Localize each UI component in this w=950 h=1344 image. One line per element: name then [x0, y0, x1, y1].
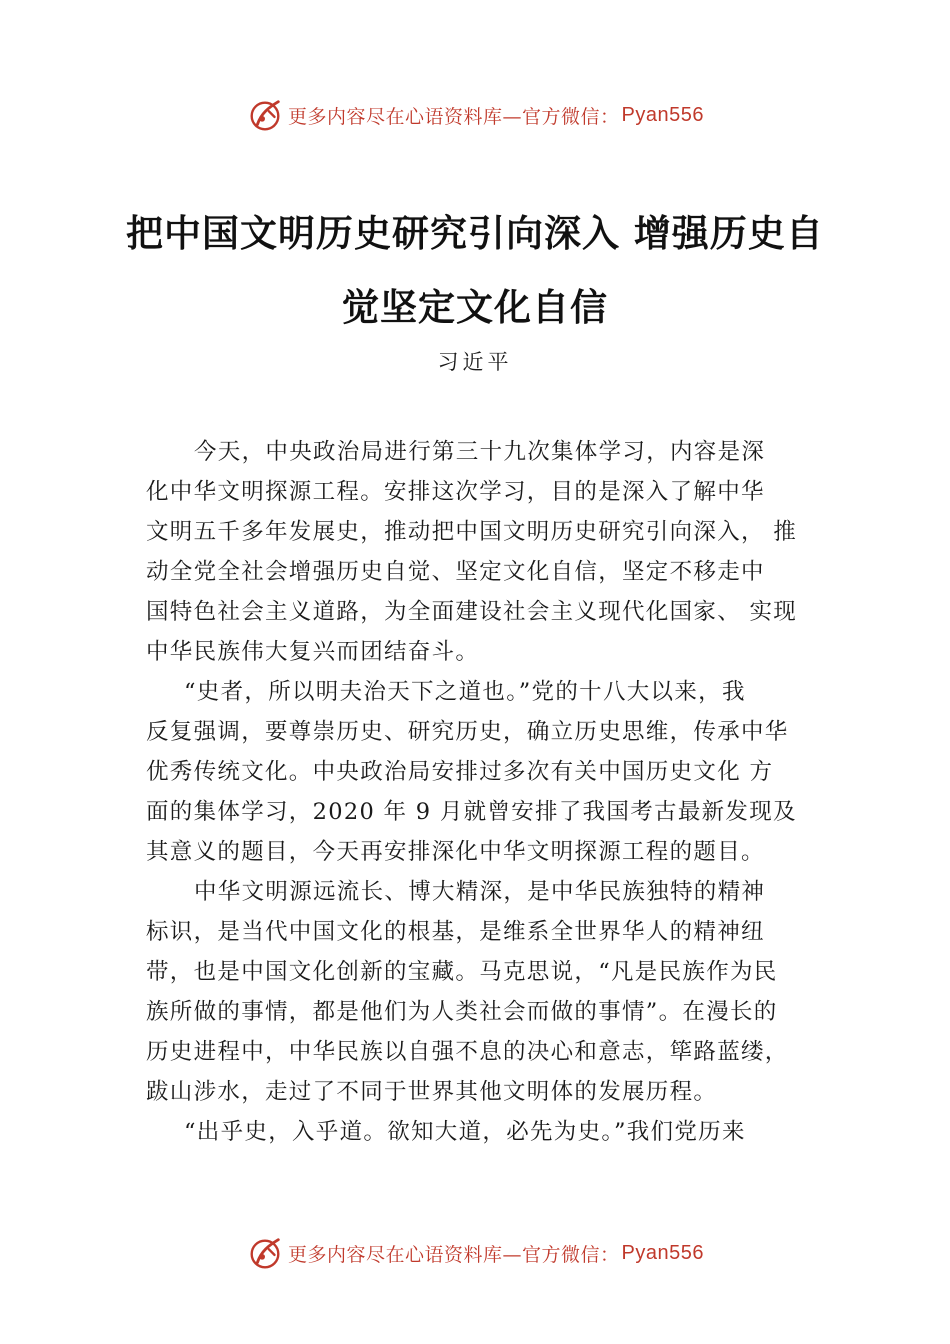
document-title-line-1: 把中国文明历史研究引向深入 增强历史自 — [126, 211, 824, 255]
body-line: 优秀传统文化。中央政治局安排过多次有关中国历史文化 方 — [146, 759, 774, 785]
body-line: 化中华文明探源工程。安排这次学习，目的是深入了解中华 — [146, 479, 765, 505]
watermark-header — [0, 95, 950, 135]
body-line: 面的集体学习，2020 年 9 月就曾安排了我国考古最新发现及 — [146, 799, 797, 825]
body-line: 带，也是中国文化创新的宝藏。马克思说，“凡是民族作为民 — [146, 959, 778, 985]
watermark-wechat-id: Pyan556 — [621, 1241, 704, 1264]
body-line: 跋山涉水，走过了不同于世界其他文明体的发展历程。 — [146, 1079, 718, 1105]
body-line: 历史进程中，中华民族以自强不息的决心和意志，筚路蓝缕， — [146, 1039, 789, 1065]
watermark-text: 更多内容尽在心语资料库—官方微信： — [288, 105, 620, 128]
document-title-line-2: 觉坚定文化自信 — [342, 285, 608, 329]
body-line: 反复强调，要尊崇历史、研究历史，确立历史思维，传承中华 — [146, 719, 789, 745]
body-line: 中华民族伟大复兴而团结奋斗。 — [146, 639, 480, 665]
body-line: “史者，所以明夫治天下之道也。”党的十八大以来，我 — [184, 679, 746, 705]
body-line: 动全党全社会增强历史自觉、坚定文化自信，坚定不移走中 — [146, 559, 765, 585]
body-line: 中华文明源远流长、博大精深，是中华民族独特的精神 — [194, 879, 766, 905]
watermark-wechat-id: Pyan556 — [621, 103, 704, 126]
body-line: 标识，是当代中国文化的根基，是维系全世界华人的精神纽 — [146, 919, 765, 945]
body-line: 今天，中央政治局进行第三十九次集体学习，内容是深 — [194, 439, 766, 465]
watermark-footer — [0, 1233, 950, 1273]
document-body — [146, 432, 832, 1152]
body-line: 文明五千多年发展史，推动把中国文明历史研究引向深入， 推 — [146, 519, 798, 545]
watermark-text: 更多内容尽在心语资料库—官方微信： — [288, 1243, 620, 1266]
body-line: 族所做的事情，都是他们为人类社会而做的事情”。在漫长的 — [146, 999, 778, 1025]
brand-logo-icon — [246, 96, 284, 134]
document-author: 习近平 — [437, 350, 513, 374]
body-line: 其意义的题目，今天再安排深化中华文明探源工程的题目。 — [146, 839, 765, 865]
body-line: 国特色社会主义道路，为全面建设社会主义现代化国家、 实现 — [146, 599, 798, 625]
body-line: “出乎史，入乎道。欲知大道，必先为史。”我们党历来 — [184, 1119, 746, 1145]
brand-logo-icon — [246, 1234, 284, 1272]
